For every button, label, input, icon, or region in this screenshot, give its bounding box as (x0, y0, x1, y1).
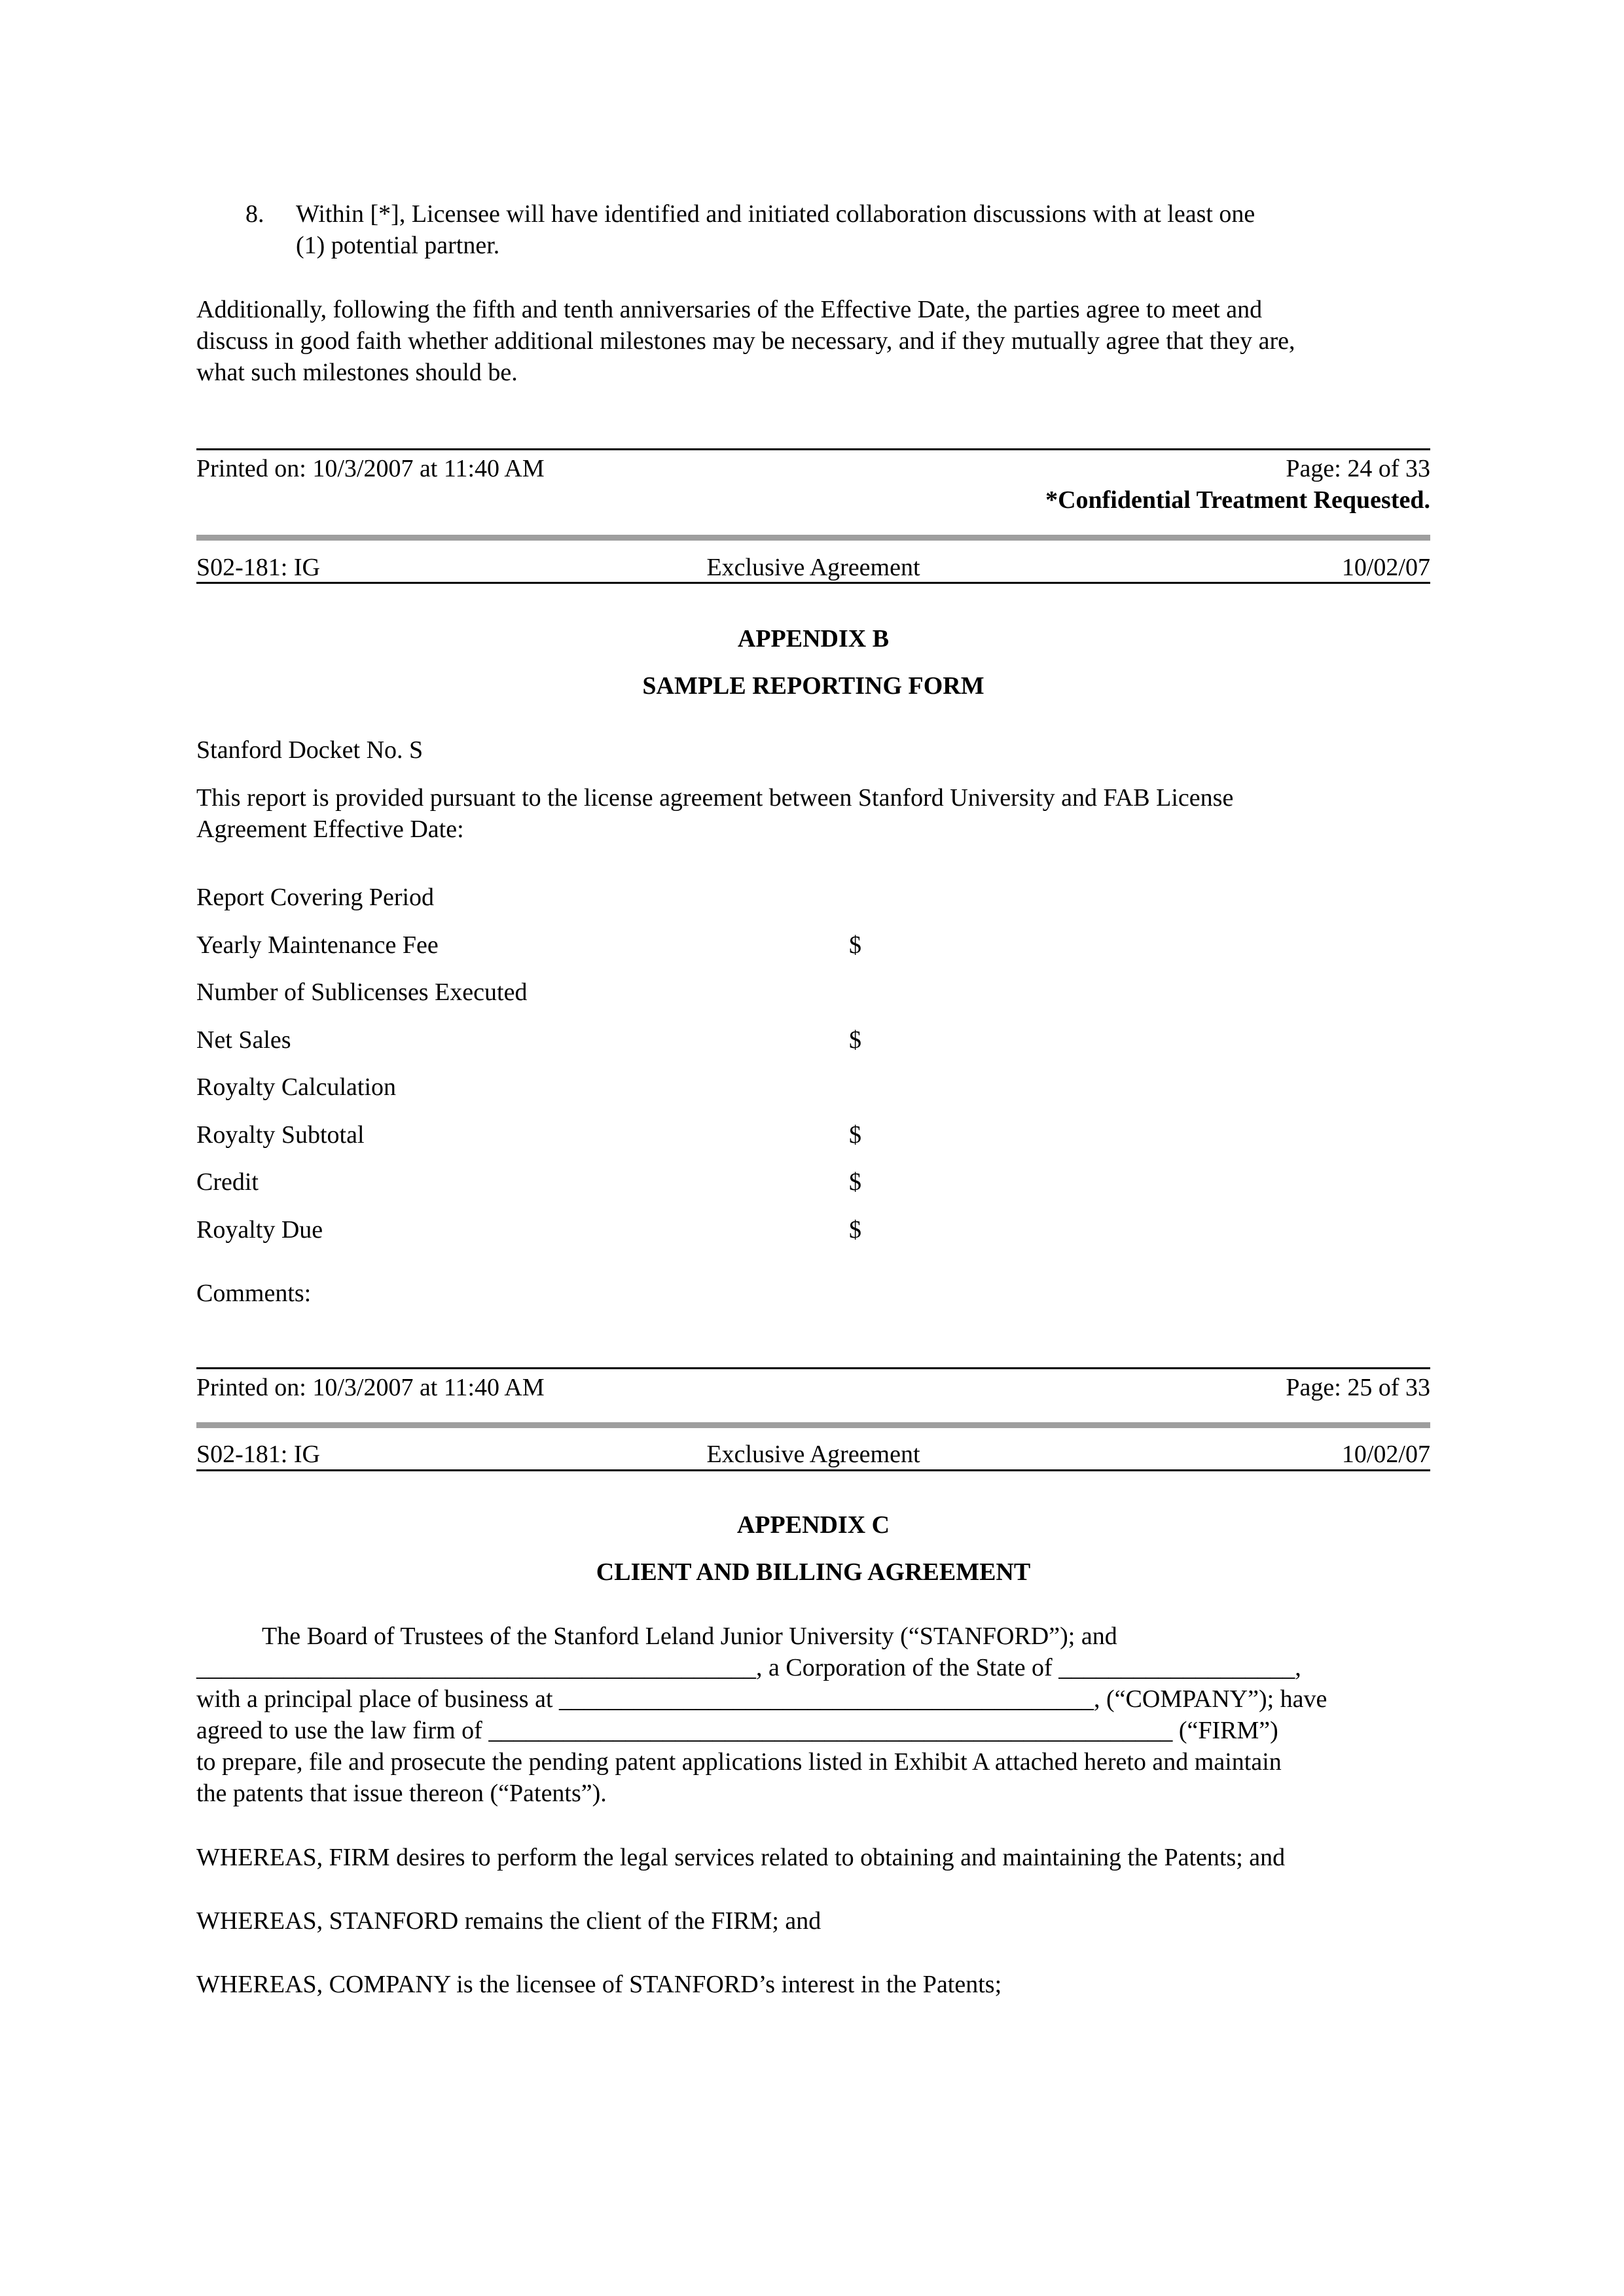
whereas-clause-2: WHEREAS, STANFORD remains the client of the FIRM; and (196, 1907, 821, 1935)
header-rule (196, 582, 1430, 584)
page-footer (196, 453, 1430, 484)
additional-paragraph-line3: what such milestones should be. (196, 359, 518, 386)
comments-label: Comments: (196, 1280, 312, 1307)
form-label: Royalty Due (196, 1216, 323, 1244)
printed-on: Printed on: 10/3/2007 at 11:40 AM (196, 455, 545, 482)
agreement-paragraph-line6: the patents that issue thereon (“Patents”). (196, 1780, 607, 1807)
agreement-paragraph-line4: agreed to use the law firm of _______________________________________________________ (“FIRM”) (196, 1717, 1278, 1744)
form-dollar: $ (849, 931, 861, 959)
document-title: Exclusive Agreement (706, 1441, 920, 1468)
docket-line: Stanford Docket No. S (196, 736, 424, 764)
confidential-row (196, 484, 1430, 516)
milestone-number: 8. (245, 200, 264, 228)
agreement-paragraph-line2: _____________________________________________, a Corporation of the State of ___________________, (196, 1654, 1301, 1681)
form-label: Credit (196, 1168, 259, 1196)
form-label: Royalty Calculation (196, 1073, 397, 1101)
additional-paragraph-line1: Additionally, following the fifth and tenth anniversaries of the Effective Date, the parties agree to meet and (196, 296, 1263, 323)
additional-paragraph-line2: discuss in good faith whether additional milestones may be necessary, and if they mutually agree that they are, (196, 327, 1295, 355)
form-label: Number of Sublicenses Executed (196, 978, 528, 1006)
intro-line2: Agreement Effective Date: (196, 816, 464, 843)
form-dollar: $ (849, 1121, 861, 1149)
milestone-text-line1: Within [*], Licensee will have identified and initiated collaboration discussions with at least one (296, 200, 1255, 228)
appendix-b-subtitle: SAMPLE REPORTING FORM (642, 672, 984, 700)
page-footer (196, 1372, 1430, 1403)
agreement-paragraph-line1: The Board of Trustees of the Stanford Leland Junior University (“STANFORD”); and (262, 1623, 1117, 1650)
confidential-notice: *Confidential Treatment Requested. (1045, 486, 1430, 514)
agreement-paragraph-line3: with a principal place of business at ___________________________________________, (“COMPANY”); have (196, 1685, 1327, 1713)
page-number: Page: 25 of 33 (1286, 1374, 1430, 1401)
appendix-b-title: APPENDIX B (737, 625, 890, 653)
form-dollar: $ (849, 1216, 861, 1244)
intro-line1: This report is provided pursuant to the license agreement between Stanford University and FAB License (196, 784, 1234, 812)
page-header (196, 1439, 1430, 1470)
page-header (196, 552, 1430, 583)
appendix-c-subtitle: CLIENT AND BILLING AGREEMENT (596, 1558, 1031, 1586)
page-break (196, 535, 1430, 541)
form-dollar: $ (849, 1168, 861, 1196)
page-break (196, 1422, 1430, 1428)
whereas-clause-1: WHEREAS, FIRM desires to perform the legal services related to obtaining and maintaining the Patents; and (196, 1844, 1286, 1871)
header-date: 10/02/07 (1341, 1441, 1430, 1468)
form-label: Net Sales (196, 1026, 291, 1054)
footer-rule (196, 448, 1430, 450)
header-date: 10/02/07 (1341, 554, 1430, 581)
form-label: Yearly Maintenance Fee (196, 931, 439, 959)
docket-code: S02-181: IG (196, 1441, 320, 1468)
header-rule (196, 1469, 1430, 1471)
document-title: Exclusive Agreement (706, 554, 920, 581)
appendix-c-title: APPENDIX C (736, 1511, 890, 1539)
printed-on: Printed on: 10/3/2007 at 11:40 AM (196, 1374, 545, 1401)
form-label: Royalty Subtotal (196, 1121, 365, 1149)
page-number: Page: 24 of 33 (1286, 455, 1430, 482)
docket-code: S02-181: IG (196, 554, 320, 581)
form-dollar: $ (849, 1026, 861, 1054)
agreement-paragraph-line5: to prepare, file and prosecute the pending patent applications listed in Exhibit A attached hereto and maintain (196, 1748, 1282, 1776)
whereas-clause-3: WHEREAS, COMPANY is the licensee of STANFORD’s interest in the Patents; (196, 1971, 1002, 1998)
form-label: Report Covering Period (196, 884, 435, 911)
footer-rule (196, 1367, 1430, 1369)
milestone-text-line2: (1) potential partner. (296, 232, 500, 259)
